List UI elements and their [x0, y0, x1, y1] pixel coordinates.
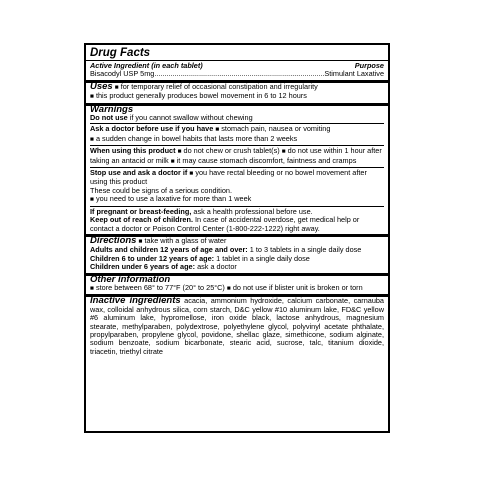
active-ingredient-label: Active Ingredient (in each tablet)	[90, 61, 203, 70]
ask-doctor-item-1: stomach pain, nausea or vomiting	[221, 124, 331, 134]
bullet-icon: ■	[177, 148, 182, 156]
directions-item-1: take with a glass of water	[144, 235, 227, 245]
bullet-icon: ■	[189, 170, 194, 178]
inactive-text: acacia, ammonium hydroxide, calcium carbonate, carnauba wax, colloidal anhydrous silica, corn starch, D&C yellow #10 aluminum lake, FD&C yellow #6 aluminum lake, hypromellose, iron oxide black, lactose anhydrous, magnesium stearate, methylparaben, polydextrose, polyethylene glycol, polyvinyl acetate phthalate, propylparaben, propylene glycol, povidone, shellac glaze, simethicone, sodium alginate, sodium benzoate, sodium bicarbonate, stearic acid, sucrose, talc, titanium dioxide, triacetin, triethyl citrate	[90, 296, 384, 356]
under6-text: ask a doctor	[197, 262, 237, 272]
drug-facts-panel	[84, 43, 390, 433]
pregnant-text: ask a health professional before use.	[193, 206, 313, 216]
adults-label: Adults and children 12 years of age and over:	[90, 245, 248, 255]
kids-label: Children 6 to under 12 years of age:	[90, 253, 215, 263]
bullet-icon: ■	[281, 148, 286, 156]
uses-line-2: this product generally produces bowel movement in 6 to 12 hours	[95, 91, 307, 101]
warnings-section	[90, 103, 384, 233]
bullet-icon: ■	[90, 93, 94, 101]
stop-use-label: Stop use and ask a doctor if	[90, 168, 188, 178]
drug-facts-title: Drug Facts	[90, 47, 151, 59]
stop-use-note: These could be signs of a serious condition.	[90, 185, 232, 195]
pregnant-label: If pregnant or breast-feeding,	[90, 206, 192, 216]
bullet-icon: ■	[90, 196, 94, 204]
do-not-use-text: if you cannot swallow without chewing	[129, 113, 253, 123]
children-label: Keep out of reach of children.	[90, 215, 193, 225]
adults-text: 1 to 3 tablets in a single daily dose	[249, 245, 362, 255]
other-info-title: Other information	[90, 273, 171, 285]
warnings-title: Warnings	[90, 103, 134, 115]
under6-label: Children under 6 years of age:	[90, 262, 196, 272]
active-ingredient-name: Bisacodyl USP 5mg	[90, 69, 155, 79]
inactive-section	[90, 297, 384, 356]
when-using-item-3: it may cause stomach discomfort, faintness and cramps	[176, 155, 357, 165]
kids-text: 1 tablet in a single daily dose	[216, 253, 310, 263]
uses-section	[90, 80, 384, 102]
leader-dots	[154, 70, 324, 78]
ask-doctor-item-2: a sudden change in bowel habits that lasts more than 2 weeks	[95, 133, 298, 143]
other-info-item-1: store between 68° to 77°F (20° to 25°C)	[95, 282, 225, 292]
when-using-item-1: do not chew or crush tablet(s)	[183, 146, 280, 156]
bullet-icon: ■	[90, 284, 94, 292]
directions-title: Directions	[90, 234, 137, 246]
other-info-item-2: do not use if blister unit is broken or torn	[232, 282, 363, 292]
active-ingredient-row	[90, 70, 384, 78]
inactive-title: Inactive ingredients	[90, 295, 181, 307]
when-using-item-2: do not use within 1 hour after taking an antacid or milk	[90, 146, 382, 165]
bullet-icon: ■	[226, 284, 231, 292]
stop-use-item-2: you need to use a laxative for more than 1 week	[95, 194, 252, 204]
purpose-label: Purpose	[354, 61, 384, 70]
bullet-icon: ■	[114, 83, 119, 91]
bullet-icon: ■	[170, 157, 175, 165]
ask-doctor-label: Ask a doctor before use if you have	[90, 124, 214, 134]
stop-use-item-1: you have rectal bleeding or no bowel movement after using this product	[90, 168, 367, 187]
uses-title: Uses	[90, 80, 113, 92]
children-text: In case of accidental overdose, get medical help or contact a doctor or Poison Control Center (1-800-222-1222) right away.	[90, 215, 360, 233]
bullet-icon: ■	[90, 135, 94, 143]
other-info-section	[90, 273, 384, 294]
bullet-icon: ■	[138, 237, 143, 245]
active-ingredient-purpose: Stimulant Laxative	[324, 69, 384, 79]
bullet-icon: ■	[215, 126, 220, 134]
when-using-label: When using this product	[90, 146, 176, 156]
do-not-use-label: Do not use	[90, 113, 128, 123]
uses-line-1: for temporary relief of occasional constipation and irregularity	[120, 81, 318, 91]
directions-section	[90, 234, 384, 272]
